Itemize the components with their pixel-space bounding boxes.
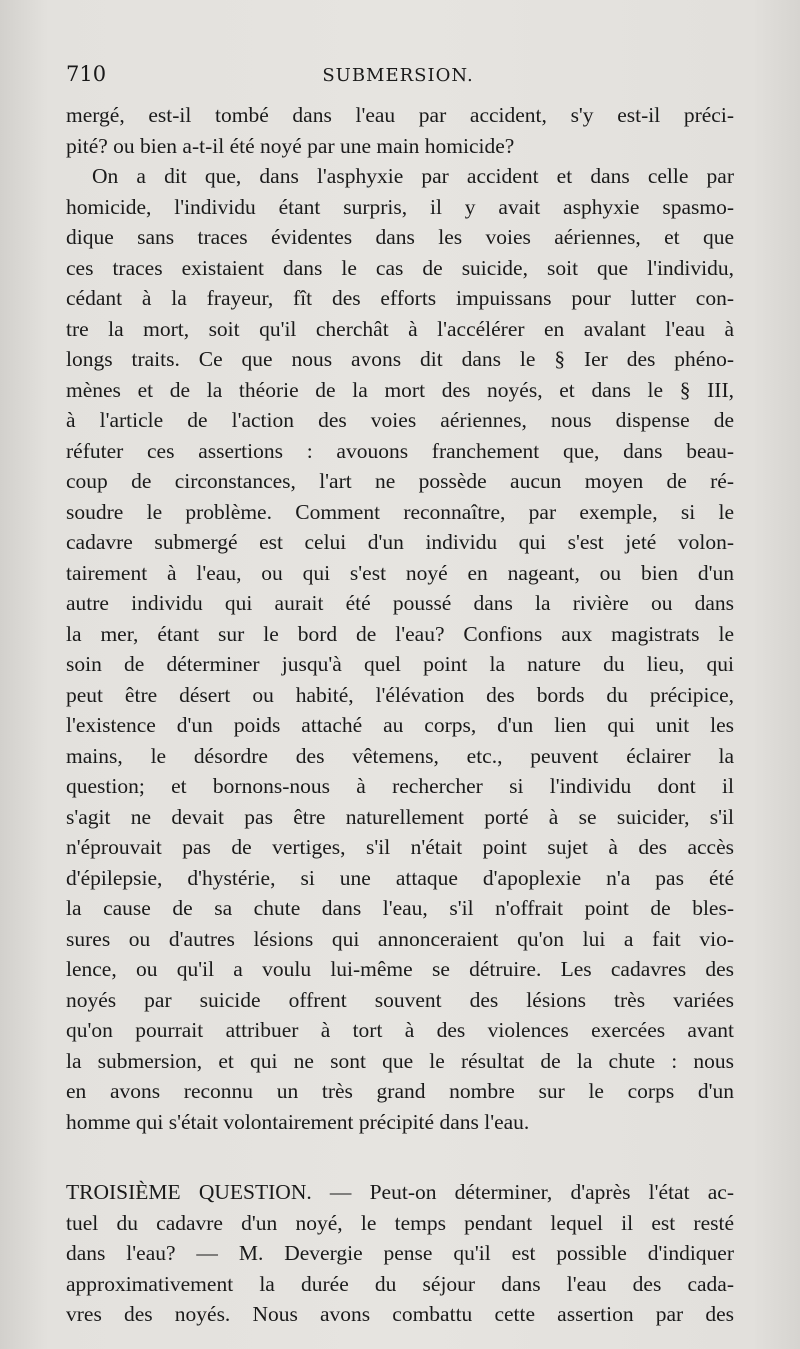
text-line: cadavre submergé est celui d'un individu qui s'est jeté volon- — [66, 530, 734, 554]
text-line: coup de circonstances, l'art ne possède aucun moyen de ré- — [66, 469, 734, 493]
text-line: soin de déterminer jusqu'à quel point la nature du lieu, qui — [66, 652, 734, 676]
text-line: lence, ou qu'il a voulu lui-même se détruire. Les cadavres des — [66, 957, 734, 981]
text-line: tuel du cadavre d'un noyé, le temps pendant lequel il est resté — [66, 1210, 734, 1235]
text-line: On a dit que, dans l'asphyxie par accident et dans celle par — [92, 164, 734, 188]
text-line: cédant à la frayeur, fît des efforts impuissans pour lutter con- — [66, 286, 734, 310]
text-line: vres des noyés. Nous avons combattu cette assertion par des — [66, 1302, 734, 1326]
text-line: peut être désert ou habité, l'élévation des bords du précipice, — [66, 682, 734, 707]
text-line: d'épilepsie, d'hystérie, si une attaque d'apoplexie n'a pas été — [66, 865, 734, 890]
text-line: la submersion, et qui ne sont que le résultat de la chute : nous — [66, 1048, 734, 1073]
text-line: autre individu qui aurait été poussé dans la rivière ou dans — [66, 591, 734, 615]
paragraph-gap — [66, 1137, 734, 1177]
text-line: longs traits. Ce que nous avons dit dans le § Ier des phéno- — [66, 347, 734, 371]
text-line: pité? ou bien a-t-il été noyé par une main homicide? — [66, 133, 515, 158]
text-line: approximativement la durée du séjour dans l'eau des cada- — [66, 1271, 734, 1296]
running-title: SUBMERSION. — [322, 65, 474, 86]
text-line: ces traces existaient dans le cas de suicide, soit que l'individu, — [66, 255, 734, 280]
text-line: en avons reconnu un très grand nombre sur le corps d'un — [66, 1079, 734, 1103]
text-line: noyés par suicide offrent souvent des lésions très variées — [66, 987, 734, 1012]
text-line: la mer, étant sur le bord de l'eau? Confions aux magistrats le — [66, 621, 734, 646]
paragraph-2 — [66, 161, 734, 1137]
page-number: 710 — [66, 62, 107, 86]
paragraph-3 — [66, 1177, 734, 1330]
text-line: dans l'eau? — M. Devergie pense qu'il est possible d'indiquer — [66, 1241, 734, 1265]
text-line: mains, le désordre des vêtemens, etc., peuvent éclairer la — [66, 743, 734, 768]
text-line: à l'article de l'action des voies aériennes, nous dispense de — [66, 408, 734, 432]
text-line: tairement à l'eau, ou qui s'est noyé en nageant, ou bien d'un — [66, 560, 734, 585]
text-line: mergé, est-il tombé dans l'eau par accident, s'y est-il préci- — [66, 103, 734, 127]
text-line: réfuter ces assertions : avouons franchement que, dans beau- — [66, 438, 734, 463]
paragraph-1 — [66, 100, 734, 161]
text-line: dique sans traces évidentes dans les voies aériennes, et que — [66, 225, 734, 249]
text-line: l'existence d'un poids attaché au corps, d'un lien qui unit les — [66, 713, 734, 737]
text-line: sures ou d'autres lésions qui annonceraient qu'on lui a fait vio- — [66, 926, 734, 951]
text-line: homme qui s'était volontairement précipité dans l'eau. — [66, 1109, 530, 1134]
page-header — [66, 62, 730, 92]
text-line: la cause de sa chute dans l'eau, s'il n'offrait point de bles- — [66, 896, 734, 920]
text-line: mènes et de la théorie de la mort des noyés, et dans le § III, — [66, 377, 734, 402]
text-line: tre la mort, soit qu'il cherchât à l'accélérer en avalant l'eau à — [66, 316, 734, 341]
text-line: homicide, l'individu étant surpris, il y avait asphyxie spasmo- — [66, 194, 734, 219]
text-line: soudre le problème. Comment reconnaître, par exemple, si le — [66, 499, 734, 524]
text-line: qu'on pourrait attribuer à tort à des violences exercées avant — [66, 1018, 734, 1042]
body-text — [66, 100, 734, 1330]
text-line: n'éprouvait pas de vertiges, s'il n'était point sujet à des accès — [66, 835, 734, 859]
text-line: TROISIÈME QUESTION. — Peut-on déterminer, d'après l'état ac- — [66, 1180, 734, 1204]
text-line: s'agit ne devait pas être naturellement porté à se suicider, s'il — [66, 804, 734, 829]
text-line: question; et bornons-nous à rechercher si l'individu dont il — [66, 774, 734, 798]
